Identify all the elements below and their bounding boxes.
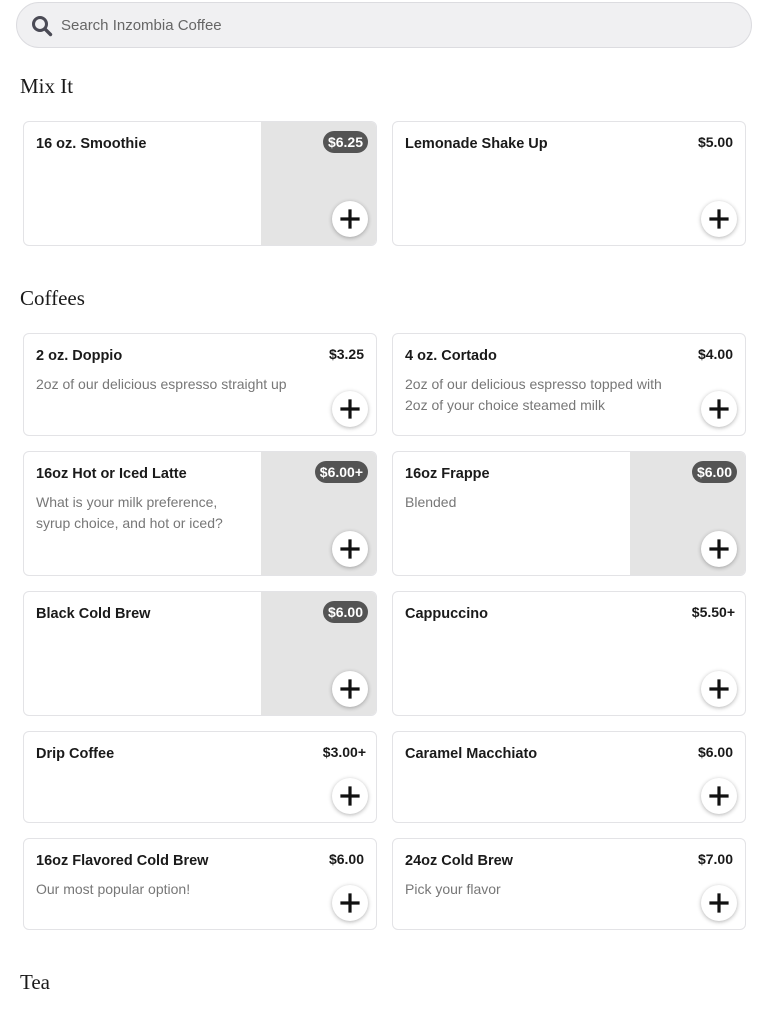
item-description: Blended	[405, 494, 457, 510]
add-item-button[interactable]	[701, 531, 737, 567]
item-name: Cappuccino	[405, 606, 488, 622]
item-price: $5.00	[697, 134, 733, 150]
item-description: Pick your flavor	[405, 881, 501, 897]
plus-icon	[709, 539, 729, 559]
menu-item-card[interactable]	[392, 731, 746, 823]
plus-icon	[340, 679, 360, 699]
add-item-button[interactable]	[701, 885, 737, 921]
section-title-coffees: Coffees	[20, 286, 85, 310]
item-description: 2oz of our delicious espresso straight up	[36, 376, 287, 392]
item-price: $5.50+	[691, 604, 735, 620]
search-icon	[31, 15, 53, 37]
plus-icon	[340, 786, 360, 806]
item-name: 16oz Frappe	[405, 466, 490, 482]
add-item-button[interactable]	[332, 391, 368, 427]
item-price: $6.00	[328, 851, 364, 867]
add-item-button[interactable]	[332, 885, 368, 921]
menu-item-card[interactable]	[23, 333, 377, 436]
menu-item-card[interactable]	[23, 731, 377, 823]
add-item-button[interactable]	[701, 671, 737, 707]
add-item-button[interactable]	[701, 778, 737, 814]
item-price: $3.25	[328, 346, 364, 362]
add-item-button[interactable]	[701, 201, 737, 237]
plus-icon	[340, 539, 360, 559]
menu-item-card[interactable]	[23, 451, 377, 576]
item-name: Black Cold Brew	[36, 606, 151, 622]
item-price: $6.00	[697, 744, 733, 760]
item-name: 24oz Cold Brew	[405, 853, 513, 869]
item-name: Lemonade Shake Up	[405, 136, 548, 152]
item-name: 4 oz. Cortado	[405, 348, 497, 364]
item-name: 16 oz. Smoothie	[36, 136, 147, 152]
plus-icon	[709, 399, 729, 419]
item-name: Caramel Macchiato	[405, 746, 538, 762]
menu-item-card[interactable]	[392, 838, 746, 930]
plus-icon	[709, 786, 729, 806]
menu-item-card[interactable]	[392, 121, 746, 246]
plus-icon	[709, 679, 729, 699]
add-item-button[interactable]	[332, 531, 368, 567]
item-name: 16oz Hot or Iced Latte	[36, 466, 187, 482]
item-description: 2oz of our delicious espresso topped with 2oz of your choice steamed milk	[405, 376, 662, 413]
item-name: 16oz Flavored Cold Brew	[36, 853, 209, 869]
menu-item-card[interactable]	[23, 838, 377, 930]
item-price: $6.00	[323, 601, 368, 623]
item-price: $6.00+	[315, 461, 368, 483]
search-bar[interactable]	[16, 2, 752, 48]
menu-item-card[interactable]	[23, 591, 377, 716]
item-description: What is your milk preference, syrup choice, and hot or iced?	[36, 494, 223, 531]
menu-item-card[interactable]	[392, 591, 746, 716]
item-price: $6.25	[323, 131, 368, 153]
section-title-mix-it: Mix It	[20, 74, 74, 98]
plus-icon	[340, 209, 360, 229]
item-description: Our most popular option!	[36, 881, 191, 897]
add-item-button[interactable]	[701, 391, 737, 427]
item-price: $7.00	[697, 851, 733, 867]
plus-icon	[340, 893, 360, 913]
section-title-tea: Tea	[20, 970, 51, 994]
item-name: 2 oz. Doppio	[36, 348, 123, 364]
menu-item-card[interactable]	[392, 333, 746, 436]
plus-icon	[340, 399, 360, 419]
item-price: $3.00+	[322, 744, 366, 760]
plus-icon	[709, 893, 729, 913]
item-name: Drip Coffee	[36, 746, 115, 762]
menu-item-card[interactable]	[392, 451, 746, 576]
add-item-button[interactable]	[332, 201, 368, 237]
add-item-button[interactable]	[332, 778, 368, 814]
menu-item-card[interactable]	[23, 121, 377, 246]
item-price: $4.00	[697, 346, 733, 362]
add-item-button[interactable]	[332, 671, 368, 707]
plus-icon	[709, 209, 729, 229]
search-input[interactable]	[61, 3, 741, 47]
item-price: $6.00	[692, 461, 737, 483]
